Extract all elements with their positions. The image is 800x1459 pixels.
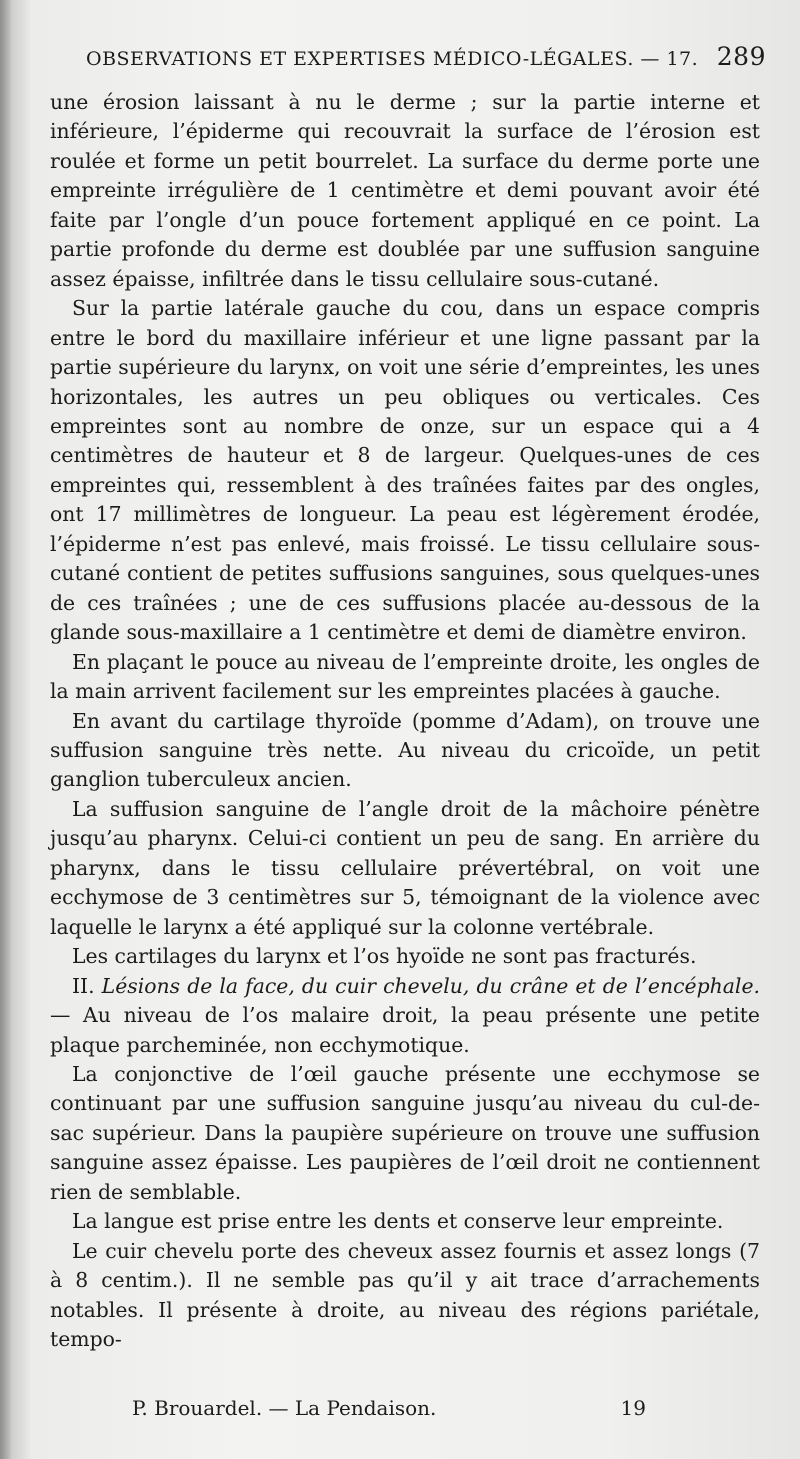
section-number: II.: [72, 973, 95, 998]
section-text: — Au niveau de l’os malaire droit, la peau présente une petite plaque parcheminée, non ecchymotique.: [50, 1003, 760, 1057]
footer-signature: P. Brouardel. — La Pendaison.: [132, 1396, 437, 1420]
binding-shadow: [0, 0, 12, 1459]
paragraph: Le cuir chevelu porte des cheveux assez fournis et assez longs (7 à 8 centim.). Il ne semble pas qu’il y ait trace d’arrachements notables. Il présente à droite, au niveau des régions pariétale, tempo-: [50, 1238, 760, 1352]
paragraph: La conjonctive de l’œil gauche présente une ecchymose se continuant par une suffusion sanguine jusqu’au niveau du cul-de-sac supérieur. Dans la paupière supérieure on trouve une suffusion sanguine assez épaisse. Les paupières de l’œil droit ne contiennent rien de semblable.: [50, 1061, 760, 1204]
section-title: Lésions de la face, du cuir chevelu, du crâne et de l’encéphale.: [101, 973, 760, 998]
sheet-number: 19: [620, 1396, 646, 1420]
body-text: [50, 88, 760, 1354]
paragraph: La suffusion sanguine de l’angle droit de la mâchoire pénètre jusqu’au pharynx. Celui-ci contient un peu de sang. En arrière du pharynx, dans le tissu cellulaire prévertébral, on voit une ecchymose de 3 centimètres sur 5, témoignant de la violence avec laquelle le larynx a été appliqué sur la colonne vertébrale.: [50, 796, 760, 939]
paragraph-continued: une érosion laissant à nu le derme ; sur la partie interne et inférieure, l’épiderme qui recouvrait la surface de l’érosion est roulée et forme un petit bourrelet. La surface du derme porte une empreinte irrégulière de 1 centimètre et demi pouvant avoir été faite par l’ongle d’un pouce fortement appliqué en ce point. La partie profonde du derme est doublée par une suffusion sanguine assez épaisse, infiltrée dans le tissu cellulaire sous-cutané.: [50, 90, 760, 291]
running-header: [86, 42, 766, 76]
running-title: OBSERVATIONS ET EXPERTISES MÉDICO-LÉGALES. — 17.: [86, 48, 699, 70]
paragraph: Sur la partie latérale gauche du cou, dans un espace compris entre le bord du maxillaire inférieur et une ligne passant par la partie supérieure du larynx, on voit une série d’empreintes, les unes horizontales, les autres un peu obliques ou verticales. Ces empreintes sont au nombre de onze, sur un espace qui a 4 centimètres de hauteur et 8 de largeur. Quelques-unes de ces empreintes qui, ressemblent à des traînées faites par des ongles, ont 17 millimètres de longueur. La peau est légèrement érodée, l’épiderme n’est pas enlevé, mais froissé. Le tissu cellulaire sous-cutané contient de petites suffusions sanguines, sous quelques-unes de ces traînées ; une de ces suffusions placée au-dessous de la glande sous-maxillaire a 1 centimètre et demi de diamètre environ.: [50, 296, 760, 645]
paragraph: Les cartilages du larynx et l’os hyoïde ne sont pas fracturés.: [72, 944, 697, 969]
paragraph: La langue est prise entre les dents et conserve leur empreinte.: [72, 1209, 724, 1234]
page-number: 289: [716, 42, 766, 71]
paragraph: En plaçant le pouce au niveau de l’empreinte droite, les ongles de la main arrivent facilement sur les empreintes placées à gauche.: [50, 649, 760, 704]
page-footer: [132, 1396, 670, 1424]
section-heading-paragraph: [50, 972, 760, 1060]
paragraph: En avant du cartilage thyroïde (pomme d’Adam), on trouve une suffusion sanguine très nette. Au niveau du cricoïde, un petit ganglion tuberculeux ancien.: [50, 708, 760, 792]
